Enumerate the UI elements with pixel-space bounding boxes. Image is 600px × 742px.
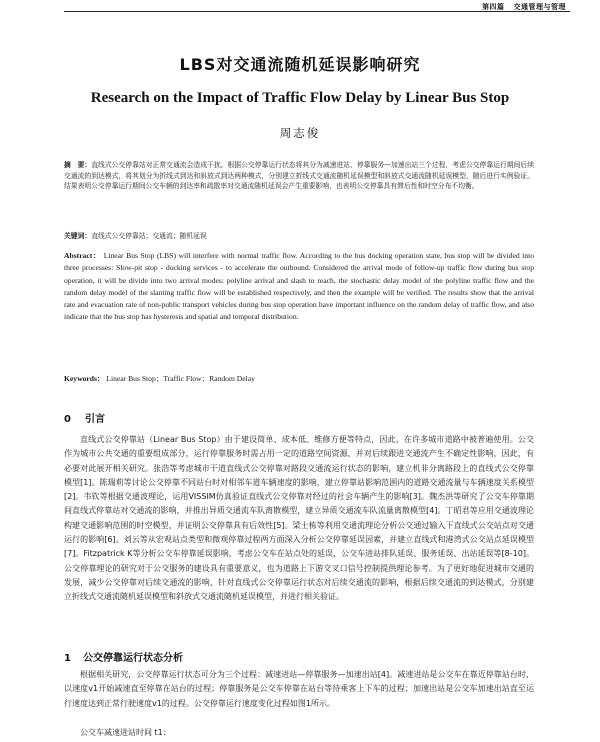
- abstract-english: [64, 250, 534, 324]
- keywords-cn-label: 关键词：: [64, 232, 92, 240]
- title-english: Research on the Impact of Traffic Flow Delay by Linear Bus Stop: [90, 90, 510, 106]
- author: 周志俊: [279, 126, 321, 140]
- abstract-chinese: [64, 160, 534, 192]
- keywords-en-text: Linear Bus Stop；Traffic Flow；Random Delay: [106, 374, 255, 383]
- header-section: 第四篇: [482, 3, 505, 11]
- keywords-english: [64, 373, 534, 384]
- title-chinese: LBS对交通流随机延误影响研究: [179, 55, 421, 74]
- intro-paragraph: 直线式公交停靠站（Linear Bus Stop）由于建设简单、成本低、维修方便等特点，因此，在许多城市道路中被普遍使用。公交作为城市公共交通的重要组成部分，运行停靠服务时需占用一定的道路空间资源，并对后续跟进交通流产生不确定性影响，因此，有必要对此展开相关研究。张浩等考虑城市干道直线式公交停靠对路段交通流运行状态的影响，建立机非分离路段上的直线式公交停靠模型[1]。陈瑞莉等讨论公交停靠不同站台时对相邻车道车辆速度的影响，建立停靠站影响范围内的道路交通流量与车辆速度关系模型[2]。韦钦等根据交通波理论，运用VISSIM仿真验证直线式公交停靠对经过的社会车辆产生的影响[3]。魏杰洪等研究了公交车停靠期间直线式停靠站对交通流的影响，并推出异质交通流车队离散模型，建立异质交通流车队流量离散模型[4]。丁昭君等应用交通波理论构建交通影响范围的时空模型，并证明公交停靠具有后效性[5]。梁士栋等利用交通流理论分析公交通过输入下直线式公交站点对交通运行的影响[6]。刘云等从宏观站点类型和微观停靠过程两方面深入分析公交停靠延误因素，并建立直线式和港湾式公交站点延误模型[7]。Fitzpatrick K等分析公交车停靠延误影响，考虑公交车在站点处的延误，公交车进站排队延误、服务延误、出站延误等[8-10]。公交停靠理论的研究对于公交服务的建设具有重要意义，也为道路上下游交叉口信号控制提供理论参考。为了更好地促进城市交通的发展，减少公交停靠对后续交通流的影响，针对直线式公交停靠运行状态对后续交通流的影响，根据后续交通流的到达模式，分别建立折线式交通流随机延误模型和斜放式交通流随机延误模型，并进行相关验证。: [64, 435, 534, 602]
- keywords-cn-text: 直线式公交停靠站；交通流；随机延误: [91, 232, 207, 240]
- abstract-cn-text: 直线式公交停靠站对正常交通流会造成干扰。根据公交停靠运行状态将其分为减速进站、停靠服务—加速出站三个过程，考虑公交停靠运行期间后续交通流的到达模式，将其划分为折线式到达和斜放式到达两种模式，分别建立折线式交通流随机延误模型和斜放式交通流随机延误模型，随后进行实例验证。结果表明公交停靠运行期间公交车辆的到达率和疏散率对交通流随机延误会产生重要影响，也表明公交停靠具有滞后性和时空分布不均衡。: [64, 161, 535, 191]
- section-heading-1: [64, 649, 183, 664]
- header-topic: 交通管理与管理: [513, 3, 566, 11]
- section-number: 0: [64, 414, 71, 425]
- header-rule: [64, 11, 570, 12]
- abstract-cn-label: 摘 要：: [64, 161, 92, 169]
- abstract-en-label: Abstract：: [64, 251, 102, 260]
- section-title: 引言: [84, 414, 105, 425]
- section-heading-intro: [64, 410, 105, 425]
- abstract-en-text: Linear Bus Stop (LBS) will interfere with normal traffic flow. According to the bus docking operation state, bus stop will be divided into three processes: Slow-pit stop - docking services - to accelerate the outbound. Considered the arrival mode of follow-up traffic flow during bus stop operation, it will be divide into two arrival modes: polyline arrival and slash to reach, the stochastic delay model of the polyline traffic flow and the random delay model of the slanting traffic flow will be established respectively, and then the example will be verified. The results show that the arrival rate and evacuation rate of non-public transport vehicles during bus stop operation have important influence on the random delay of traffic flow, and also indicate that the bus stop has hysteresis and spatial and temporal distribution.: [64, 251, 534, 322]
- section-number: 1: [64, 653, 71, 664]
- formula-lead-line: 公交车减速进站时间 t1：: [80, 728, 171, 737]
- keywords-chinese: [64, 230, 534, 240]
- section-title: 公交停靠运行状态分析: [82, 653, 183, 664]
- keywords-en-label: Keywords：: [64, 374, 105, 383]
- section1-paragraph: 根据相关研究，公交停靠运行状态可分为三个过程：减速进站—停靠服务—加速出站[4]。减速进站是公交车在靠近停靠站台时，以速度v1开始减速直至停靠在站台的过程；停靠服务是公交车停靠在站台等待乘客上下车的过程；加速出站是公交车加速出站直至运行速度达到正常行驶速度v1的过程。公交停靠运行速度变化过程如图1所示。: [64, 670, 534, 708]
